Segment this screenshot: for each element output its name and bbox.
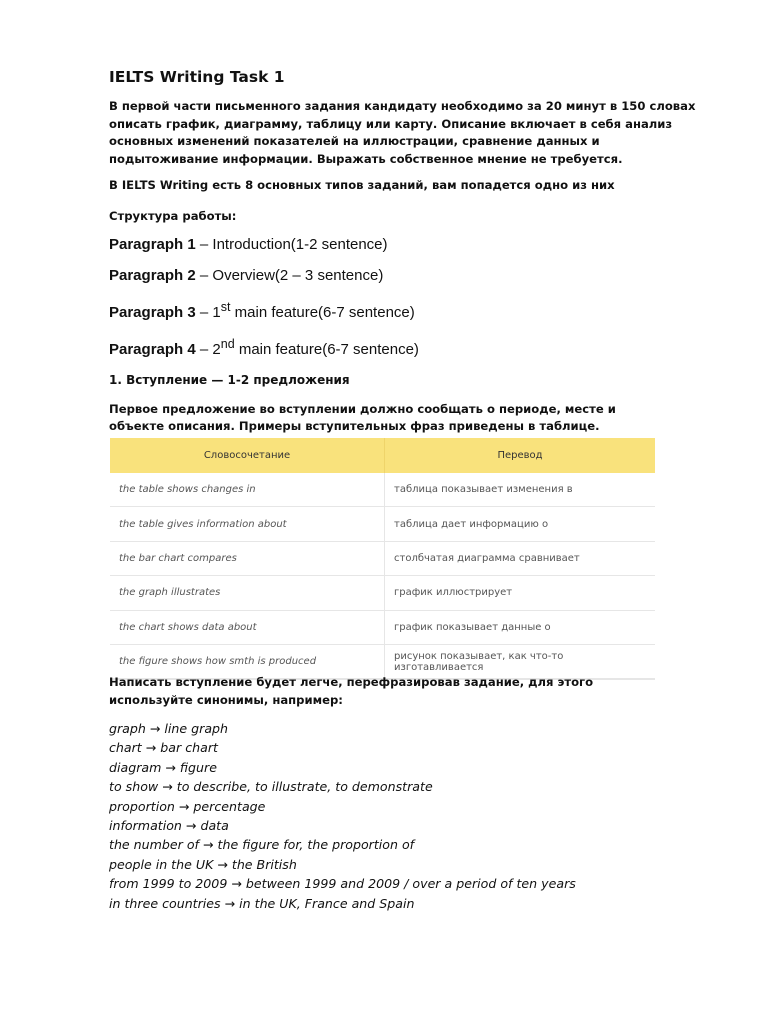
table-header-row bbox=[110, 438, 655, 473]
paragraph-4-line bbox=[109, 335, 669, 359]
paragraph-label: Paragraph 1 bbox=[109, 236, 196, 253]
synonym-item: chart → bar chart bbox=[109, 740, 218, 756]
header-phrase: Словосочетание bbox=[110, 438, 385, 473]
page-title: IELTS Writing Task 1 bbox=[109, 68, 285, 86]
section-1-text: Первое предложение во вступлении должно сообщать о периоде, месте и объекте описания. Примеры вступительных фраз приведены в таблице. bbox=[109, 401, 616, 433]
synonym-item: people in the UK → the British bbox=[109, 856, 297, 872]
synonym-item: the number of → the figure for, the proportion of bbox=[109, 837, 415, 853]
header-translation: Перевод bbox=[385, 438, 656, 473]
translation-cell: таблица дает информацию о bbox=[385, 507, 656, 541]
document-body bbox=[109, 68, 696, 449]
ordinal-number: 2 bbox=[212, 341, 221, 358]
ordinal-suffix: st bbox=[220, 300, 231, 314]
phrase-cell: the chart shows data about bbox=[110, 610, 385, 644]
phrases-table bbox=[110, 438, 655, 679]
synonyms-section bbox=[109, 674, 679, 913]
dash: – bbox=[195, 304, 213, 321]
synonym-item: diagram → figure bbox=[109, 759, 217, 775]
paragraph-desc: Introduction(1-2 sentence) bbox=[212, 236, 388, 253]
paragraph-desc: main feature(6-7 sentence) bbox=[234, 341, 419, 358]
table-row bbox=[110, 507, 655, 541]
table-row bbox=[110, 541, 655, 575]
phrase-cell: the bar chart compares bbox=[110, 541, 385, 575]
translation-cell: столбчатая диаграмма сравнивает bbox=[385, 541, 656, 575]
paragraph-1-line bbox=[109, 236, 669, 254]
section-1-heading: 1. Вступление — 1-2 предложения bbox=[109, 373, 350, 387]
dash: – bbox=[195, 236, 213, 253]
task-types-note: В IELTS Writing есть 8 основных типов заданий, вам попадется одно из них bbox=[109, 178, 615, 192]
table-row bbox=[110, 610, 655, 644]
paragraph-desc: Overview(2 – 3 sentence) bbox=[212, 267, 384, 284]
synonym-item: in three countries → in the UK, France and Spain bbox=[109, 895, 415, 911]
intro-paragraph: В первой части письменного задания кандидату необходимо за 20 минут в 150 словах описать график, диаграмму, таблицу или карту. Описание включает в себя анализ основных изменений показателей на иллюстрации, сравнение данных и подытоживание информации. Выражать собственное мнение не требуется. bbox=[109, 99, 696, 166]
paragraph-3-line bbox=[109, 298, 669, 322]
synonyms-intro: Написать вступление будет легче, перефразировав задание, для этого используйте синонимы, например: bbox=[109, 675, 594, 707]
paragraph-label: Paragraph 4 bbox=[109, 341, 196, 358]
synonym-item: proportion → percentage bbox=[109, 798, 266, 814]
table-row bbox=[110, 473, 655, 507]
paragraph-label: Paragraph 3 bbox=[109, 304, 196, 321]
paragraph-desc: main feature(6-7 sentence) bbox=[230, 304, 415, 321]
translation-cell: график показывает данные о bbox=[385, 610, 656, 644]
synonym-item: to show → to describe, to illustrate, to demonstrate bbox=[109, 779, 433, 795]
table-row bbox=[110, 576, 655, 610]
phrase-cell: the graph illustrates bbox=[110, 576, 385, 610]
paragraph-2-line bbox=[109, 267, 669, 285]
dash: – bbox=[195, 267, 213, 284]
synonym-item: from 1999 to 2009 → between 1999 and 2009 / over a period of ten years bbox=[109, 876, 576, 892]
structure-label: Структура работы: bbox=[109, 208, 237, 223]
synonym-item: information → data bbox=[109, 818, 229, 834]
ordinal-suffix: nd bbox=[220, 337, 235, 351]
translation-cell: таблица показывает изменения в bbox=[385, 473, 656, 507]
dash: – bbox=[195, 341, 213, 358]
translation-cell: рисунок показывает, как что-то изготавливается bbox=[385, 644, 656, 678]
phrase-cell: the table shows changes in bbox=[110, 473, 385, 507]
synonyms-list bbox=[109, 719, 679, 913]
synonym-item: graph → line graph bbox=[109, 721, 229, 736]
translation-cell: график иллюстрирует bbox=[385, 576, 656, 610]
ordinal-number: 1 bbox=[212, 304, 221, 321]
paragraph-label: Paragraph 2 bbox=[109, 267, 196, 284]
phrase-cell: the table gives information about bbox=[110, 507, 385, 541]
phrase-cell: the figure shows how smth is produced bbox=[110, 644, 385, 678]
